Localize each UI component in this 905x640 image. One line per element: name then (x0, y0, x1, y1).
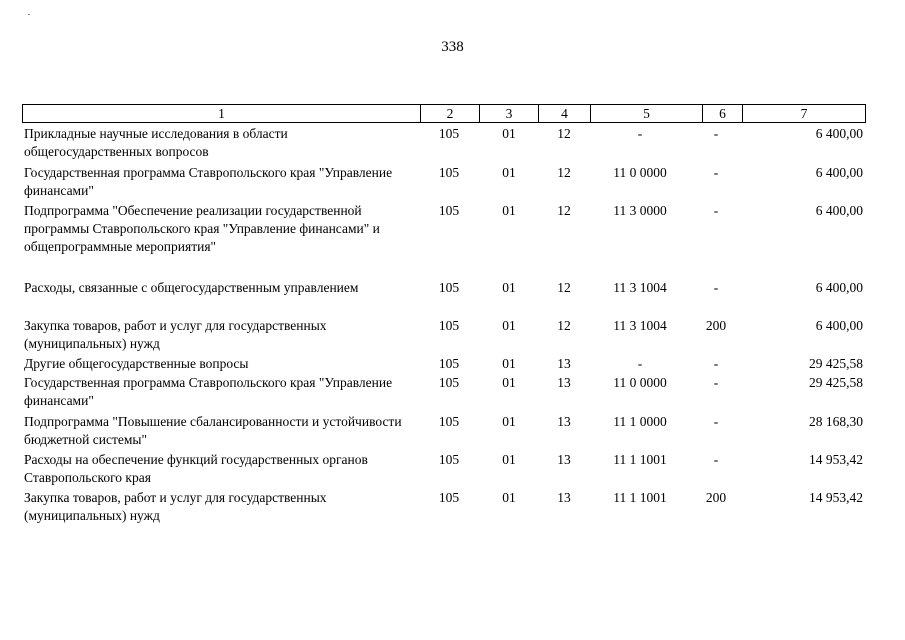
row-amount: 14 953,42 (809, 452, 863, 467)
row-code-2: 105 (438, 126, 460, 141)
row-code-4: 13 (557, 356, 571, 371)
row-code-6: 200 (705, 318, 727, 333)
row-code-6: - (713, 126, 719, 141)
row-name: Другие общегосударственные вопросы (24, 356, 249, 371)
row-code-3: 01 (502, 375, 516, 390)
row-name: Закупка товаров, работ и услуг для государственных (муниципальных) нужд (24, 490, 327, 523)
row-code-3: 01 (502, 126, 516, 141)
header-col-2: 2 (421, 105, 480, 122)
row-code-4: 12 (557, 165, 571, 180)
row-code-2: 105 (438, 203, 460, 218)
row-name: Подпрограмма "Обеспечение реализации государственной программы Ставропольского края "Управление финансами" и общепрограммные мероприятия" (24, 203, 380, 254)
row-code-4: 12 (557, 126, 571, 141)
row-amount: 6 400,00 (815, 280, 863, 295)
header-col-6: 6 (703, 105, 743, 122)
row-code-6: - (713, 414, 719, 429)
row-code-3: 01 (502, 203, 516, 218)
row-amount: 6 400,00 (815, 165, 863, 180)
row-amount: 6 400,00 (815, 126, 863, 141)
row-name: Расходы, связанные с общегосударственным управлением (24, 280, 359, 295)
row-code-5: - (637, 356, 643, 371)
row-name: Подпрограмма "Повышение сбалансированности и устойчивости бюджетной системы" (24, 414, 402, 447)
row-amount: 6 400,00 (815, 203, 863, 218)
row-name: Расходы на обеспечение функций государственных органов Ставропольского края (24, 452, 368, 485)
row-code-6: 200 (705, 490, 727, 505)
page-number: 338 (441, 39, 464, 55)
row-code-5: 11 1 1001 (613, 490, 667, 505)
row-code-6: - (713, 375, 719, 390)
row-code-2: 105 (438, 452, 460, 467)
row-code-4: 13 (557, 452, 571, 467)
row-code-6: - (713, 203, 719, 218)
row-code-4: 13 (557, 414, 571, 429)
row-code-4: 12 (557, 318, 571, 333)
row-code-6: - (713, 452, 719, 467)
row-code-4: 12 (557, 203, 571, 218)
row-amount: 29 425,58 (809, 375, 863, 390)
row-code-2: 105 (438, 318, 460, 333)
table-header-row (22, 104, 866, 123)
row-name: Закупка товаров, работ и услуг для государственных (муниципальных) нужд (24, 318, 327, 351)
header-col-7: 7 (800, 106, 808, 121)
row-code-3: 01 (502, 414, 516, 429)
row-amount: 6 400,00 (815, 318, 863, 333)
row-code-5: - (637, 126, 643, 141)
row-code-5: 11 1 1001 (613, 452, 667, 467)
row-code-5: 11 3 0000 (613, 203, 667, 218)
row-code-3: 01 (502, 165, 516, 180)
header-col-1: 1 (23, 105, 421, 122)
row-code-5: 11 3 1004 (613, 280, 667, 295)
row-code-3: 01 (502, 318, 516, 333)
row-code-2: 105 (438, 414, 460, 429)
row-code-2: 105 (438, 490, 460, 505)
row-name: Государственная программа Ставропольского края "Управление финансами" (24, 375, 393, 408)
row-code-4: 12 (557, 280, 571, 295)
scan-speck (28, 14, 30, 15)
row-code-5: 11 0 0000 (613, 165, 667, 180)
row-code-2: 105 (438, 280, 460, 295)
row-code-3: 01 (502, 356, 516, 371)
row-amount: 28 168,30 (809, 414, 863, 429)
row-code-2: 105 (438, 165, 460, 180)
row-amount: 29 425,58 (809, 356, 863, 371)
row-code-3: 01 (502, 452, 516, 467)
row-code-3: 01 (502, 280, 516, 295)
row-code-2: 105 (438, 356, 460, 371)
header-col-4: 4 (539, 105, 591, 122)
row-name: Прикладные научные исследования в области общегосударственных вопросов (24, 126, 288, 159)
row-code-5: 11 3 1004 (613, 318, 667, 333)
header-col-5: 5 (591, 105, 703, 122)
row-code-5: 11 1 0000 (613, 414, 667, 429)
row-amount: 14 953,42 (809, 490, 863, 505)
row-code-3: 01 (502, 490, 516, 505)
row-code-4: 13 (557, 375, 571, 390)
row-code-6: - (713, 356, 719, 371)
row-name: Государственная программа Ставропольского края "Управление финансами" (24, 165, 393, 198)
row-code-6: - (713, 165, 719, 180)
row-code-6: - (713, 280, 719, 295)
header-col-3: 3 (480, 105, 539, 122)
row-code-5: 11 0 0000 (613, 375, 667, 390)
row-code-4: 13 (557, 490, 571, 505)
row-code-2: 105 (438, 375, 460, 390)
